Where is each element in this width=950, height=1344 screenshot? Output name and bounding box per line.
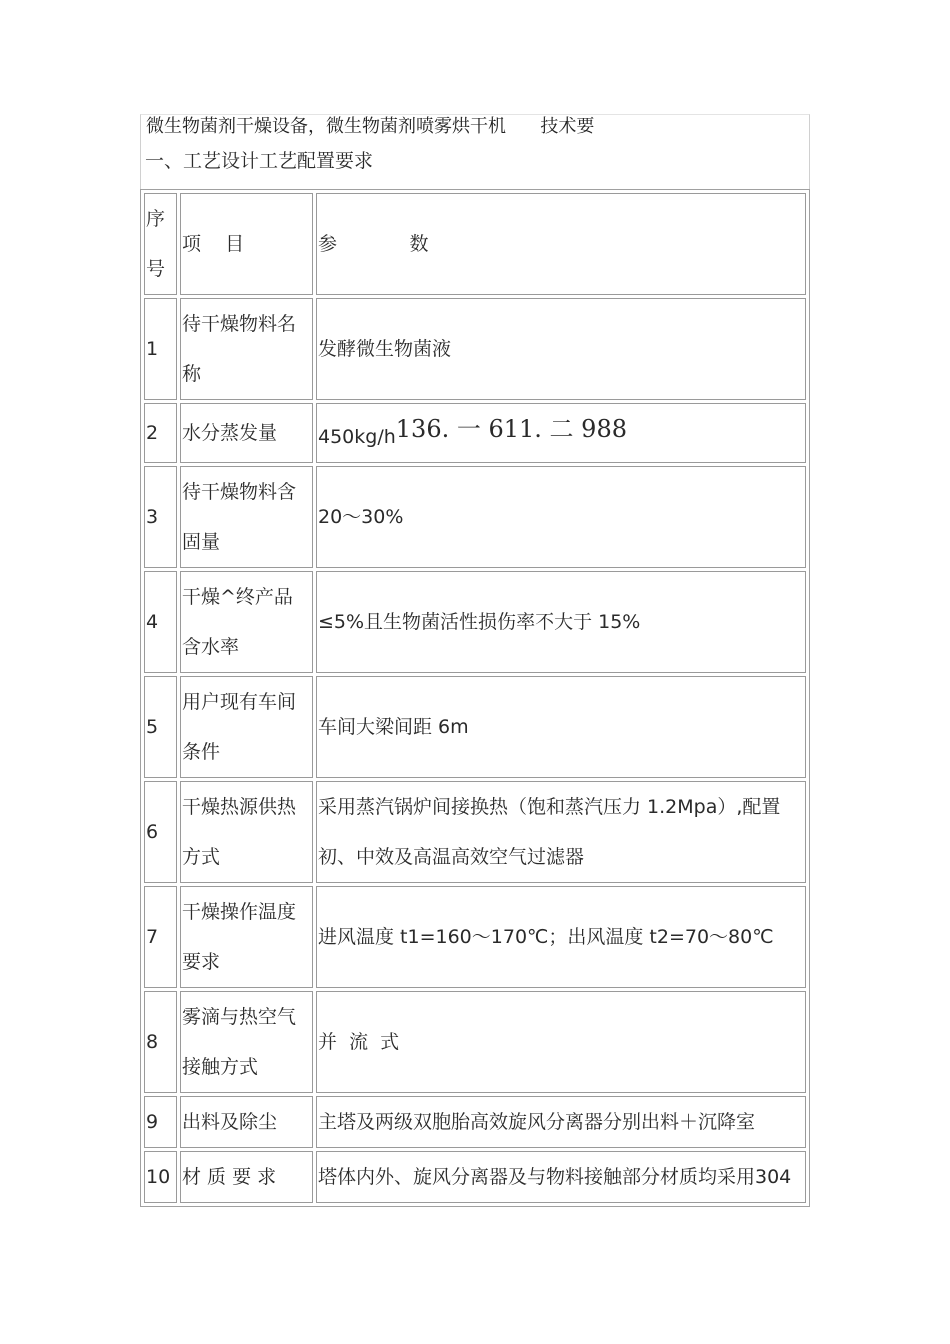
table-row bbox=[144, 571, 806, 673]
row-no: 8 bbox=[144, 991, 177, 1093]
row-item: 干燥热源供热方式 bbox=[180, 781, 313, 883]
row-param: 进风温度 t1=160～170℃；出风温度 t2=70～80℃ bbox=[316, 886, 806, 988]
row-param: ≤5%且生物菌活性损伤率不大于 15% bbox=[316, 571, 806, 673]
row-item: 干燥^终产品含水率 bbox=[180, 571, 313, 673]
row-no: 9 bbox=[144, 1096, 177, 1148]
row-item: 出料及除尘 bbox=[180, 1096, 313, 1148]
row-param: 车间大梁间距 6m bbox=[316, 676, 806, 778]
row-item: 材 质 要 求 bbox=[180, 1151, 313, 1203]
table-row bbox=[144, 886, 806, 988]
table-row bbox=[144, 1096, 806, 1148]
row-item: 干燥操作温度要求 bbox=[180, 886, 313, 988]
table-row bbox=[144, 403, 806, 463]
table-row bbox=[144, 1151, 806, 1203]
table-row bbox=[144, 991, 806, 1093]
document-header bbox=[140, 114, 810, 189]
row-param: 塔体内外、旋风分离器及与物料接触部分材质均采用304 bbox=[316, 1151, 806, 1203]
row-param: 发酵微生物菌液 bbox=[316, 298, 806, 400]
table-row bbox=[144, 466, 806, 568]
row-item: 待干燥物料名称 bbox=[180, 298, 313, 400]
table-row bbox=[144, 676, 806, 778]
row-no: 5 bbox=[144, 676, 177, 778]
row-param: 并 流 式 bbox=[316, 991, 806, 1093]
header-cell-item: 项 目 bbox=[180, 193, 313, 295]
row-no: 1 bbox=[144, 298, 177, 400]
row-param-value: 450kg/h bbox=[318, 426, 396, 448]
phone-number-overlay: 136. 一 611. 二 988 bbox=[395, 415, 627, 443]
row-no: 3 bbox=[144, 466, 177, 568]
table-row bbox=[144, 781, 806, 883]
section-title: 一、工艺设计工艺配置要求 bbox=[145, 150, 374, 172]
document-title: 微生物菌剂干燥设备，微生物菌剂喷雾烘干机 技术要 bbox=[146, 116, 595, 137]
row-no: 6 bbox=[144, 781, 177, 883]
row-no: 2 bbox=[144, 403, 177, 463]
row-item: 待干燥物料含固量 bbox=[180, 466, 313, 568]
row-no: 7 bbox=[144, 886, 177, 988]
row-item: 水分蒸发量 bbox=[180, 403, 313, 463]
header-cell-param: 参 数 bbox=[316, 193, 806, 295]
header-cell-no: 序号 bbox=[144, 193, 177, 295]
spec-table bbox=[140, 189, 810, 1207]
row-param: 主塔及两级双胞胎高效旋风分离器分别出料＋沉降室 bbox=[316, 1096, 806, 1148]
row-item: 雾滴与热空气接触方式 bbox=[180, 991, 313, 1093]
table-row bbox=[144, 298, 806, 400]
row-item: 用户现有车间条件 bbox=[180, 676, 313, 778]
row-no: 10 bbox=[144, 1151, 177, 1203]
table-header-row bbox=[144, 193, 806, 295]
row-param bbox=[316, 403, 806, 463]
row-param: 采用蒸汽锅炉间接换热（饱和蒸汽压力 1.2Mpa）,配置初、中效及高温高效空气过滤器 bbox=[316, 781, 806, 883]
row-no: 4 bbox=[144, 571, 177, 673]
row-param: 20～30% bbox=[316, 466, 806, 568]
